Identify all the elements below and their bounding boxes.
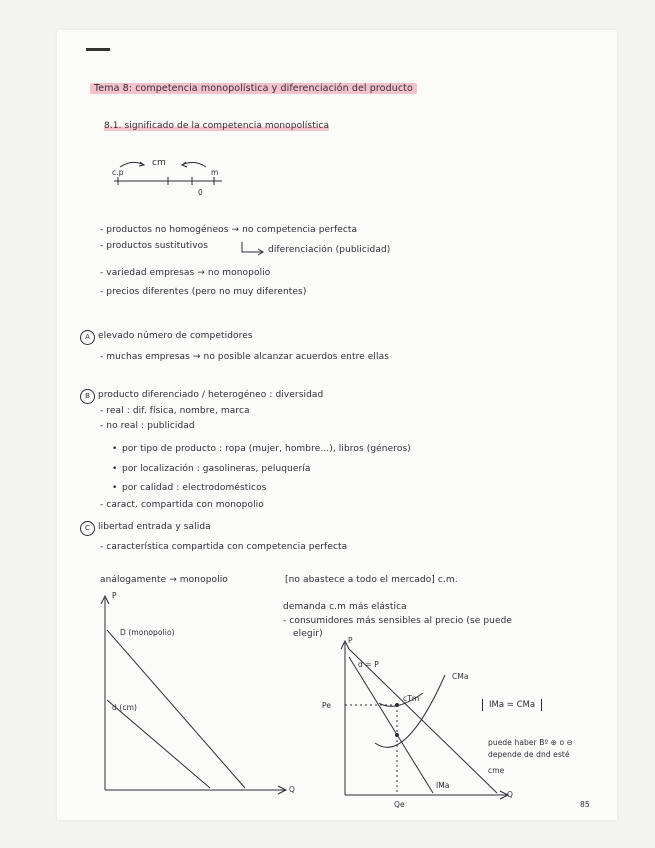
- item-a-heading: elevado número de competidores: [98, 331, 253, 341]
- page-title: Tema 8: competencia monopolística y diferenciación del producto: [90, 83, 417, 94]
- side-note-line: depende de dnd esté: [488, 750, 570, 759]
- item-b-marker: B: [80, 389, 95, 404]
- note-line: diferenciación (publicidad): [268, 245, 391, 255]
- zero-label: 0: [198, 188, 203, 197]
- graph1-q-label: Q: [289, 785, 296, 794]
- section-heading: 8.1. significado de la competencia monopolística: [104, 121, 330, 131]
- note-consumers: - consumidores más sensibles al precio (se puede: [283, 616, 513, 626]
- note-line: - variedad empresas → no monopolio: [100, 268, 271, 278]
- analogy-left: análogamente → monopolio: [100, 575, 228, 585]
- analogy-bracket: [no abastece a todo el mercado] c.m.: [285, 575, 458, 585]
- note-choose: elegir): [293, 629, 323, 639]
- side-note-line: puede haber Bº ⊕ o ⊖: [488, 738, 574, 747]
- bullet-dot: •: [112, 483, 118, 493]
- graph2-ima-label: IMa: [436, 781, 450, 790]
- item-b-line: por tipo de producto : ropa (mujer, hombre...), libros (géneros): [122, 444, 411, 454]
- item-a-line: - muchas empresas → no posible alcanzar acuerdos entre ellas: [100, 352, 390, 362]
- bullet-dot: •: [112, 444, 118, 454]
- item-c-line: - característica compartida con competencia perfecta: [100, 542, 348, 552]
- item-c-marker: C: [80, 521, 95, 536]
- branch-arrow: [238, 241, 268, 257]
- graph2-cma-label: CMa: [452, 672, 469, 681]
- item-c-heading: libertad entrada y salida: [98, 522, 211, 532]
- page-number: 85: [580, 800, 590, 809]
- demand-graph: [95, 590, 295, 800]
- bullet-dot: •: [112, 464, 118, 474]
- item-b-line: por localización : gasolineras, peluquería: [122, 464, 311, 474]
- graph2-p-label: P: [348, 636, 353, 645]
- item-b-line: - caract. compartida con monopolio: [100, 500, 264, 510]
- graph1-p-label: P: [112, 591, 117, 600]
- graph2-q-label: Q: [507, 790, 514, 799]
- item-b-line: - real : dif. física, nombre, marca: [100, 406, 250, 416]
- graph1-D-label: D (monopolio): [120, 628, 175, 637]
- m-label: m: [211, 168, 219, 177]
- graph2-d-label: d = P: [358, 660, 379, 669]
- page-mark: [86, 48, 110, 51]
- cm-label: cm: [152, 158, 166, 168]
- graph1-d-label: d (cm): [112, 703, 138, 712]
- side-note-line: cme: [488, 766, 505, 775]
- cp-cm-m-axis: [110, 155, 230, 200]
- note-line: - productos no homogéneos → no competencia perfecta: [100, 225, 358, 235]
- item-b-line: - no real : publicidad: [100, 421, 195, 431]
- graph2-pe-label: Pe: [322, 701, 332, 710]
- cp-label: c.p: [112, 168, 124, 177]
- graph2-ctm-label: cTm: [403, 694, 420, 703]
- note-line: - precios diferentes (pero no muy diferentes): [100, 287, 307, 297]
- item-b-line: por calidad : electrodomésticos: [122, 483, 267, 493]
- item-a-marker: A: [80, 330, 95, 345]
- graph2-qe-label: Qe: [394, 800, 405, 809]
- item-b-heading: producto diferenciado / heterogéneo : diversidad: [98, 390, 324, 400]
- equilibrium-equation: IMa = CMa: [482, 699, 542, 711]
- note-demand: demanda c.m más elástica: [283, 602, 407, 612]
- note-line: - productos sustitutivos: [100, 241, 209, 251]
